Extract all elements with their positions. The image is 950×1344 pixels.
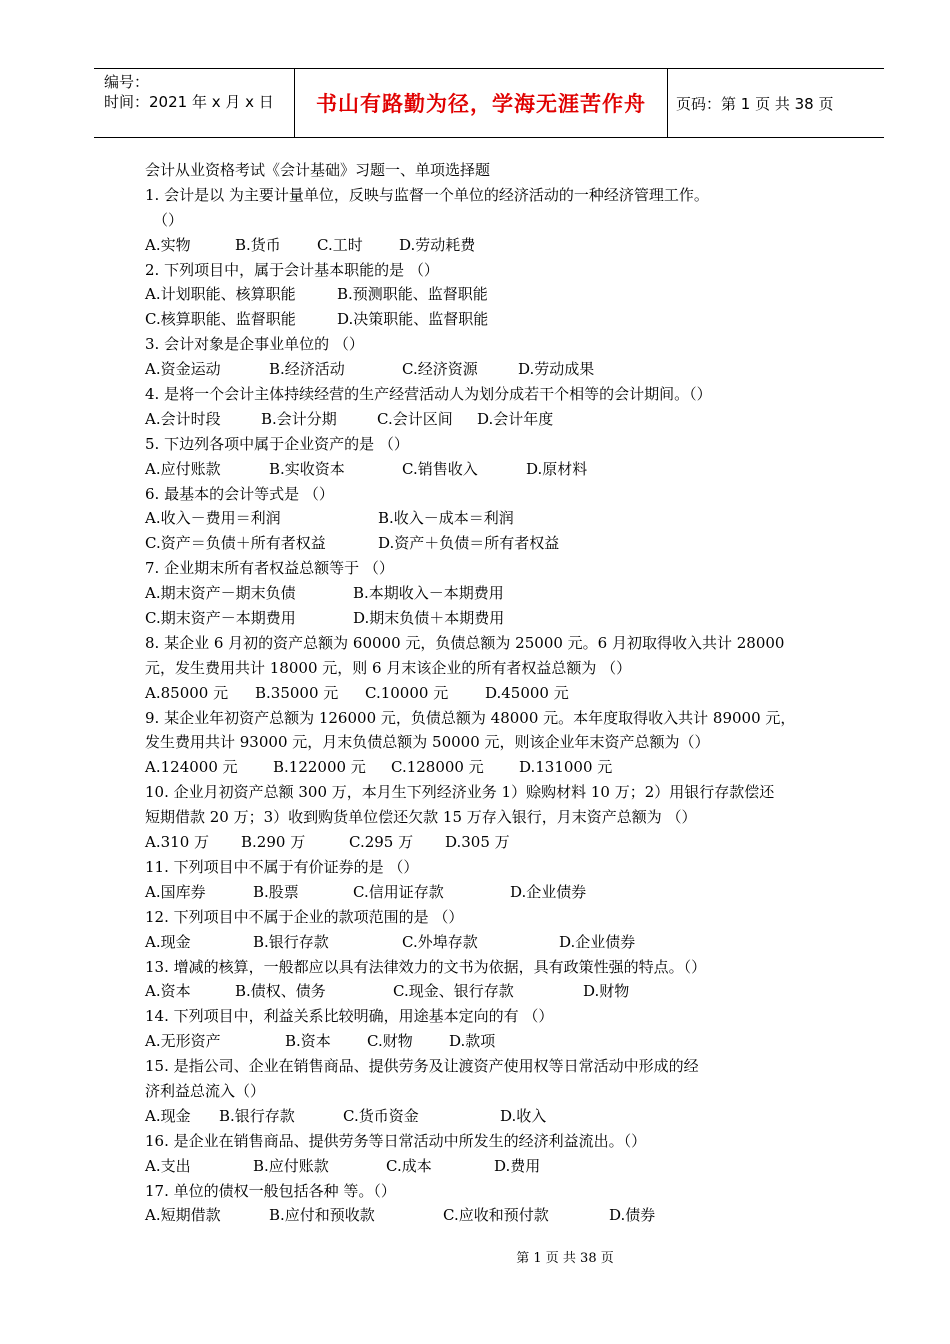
answer-options — [145, 506, 845, 531]
question-text: 发生费用共计 93000 元，月末负债总额为 50000 元，则该企业年末资产总额为（） — [145, 733, 710, 752]
answer-option: D.企业债券 — [510, 882, 587, 901]
answer-option: B.货币 — [235, 235, 281, 254]
answer-option: B.122000 元 — [273, 758, 366, 777]
answer-options — [145, 1029, 845, 1054]
question-text: 16. 是企业在销售商品、提供劳务等日常活动中所发生的经济利益流出。（） — [145, 1131, 647, 1150]
answer-option: C.外埠存款 — [402, 932, 478, 951]
answer-option: B.股票 — [253, 882, 299, 901]
header-page-info: 页码：第 1 页 共 38 页 — [676, 95, 834, 113]
answer-option: C.会计区间 — [377, 409, 453, 428]
question-text: 1. 会计是以 为主要计量单位，反映与监督一个单位的经济活动的一种经济管理工作。 — [145, 185, 709, 204]
answer-option: B.应付账款 — [253, 1156, 329, 1175]
page-footer — [0, 1247, 950, 1266]
answer-option: C.销售收入 — [402, 459, 478, 478]
answer-options — [145, 457, 845, 482]
answer-option: C.货币资金 — [343, 1106, 419, 1125]
answer-option: B.应付和预收款 — [269, 1206, 375, 1225]
question-text: 14. 下列项目中，利益关系比较明确，用途基本定向的有 （） — [145, 1007, 554, 1026]
answer-option: A.124000 元 — [145, 758, 238, 777]
answer-options — [145, 979, 845, 1004]
answer-option: D.资产＋负债＝所有者权益 — [378, 534, 560, 553]
answer-option: D.企业债券 — [559, 932, 636, 951]
answer-options — [145, 681, 845, 706]
answer-options — [145, 1104, 845, 1129]
header-divider — [667, 69, 668, 137]
answer-option: D.劳动成果 — [518, 360, 595, 379]
header-motto: 书山有路勤为径，学海无涯苦作舟 — [316, 91, 646, 116]
answer-option: B.银行存款 — [219, 1106, 295, 1125]
answer-option: A.实物 — [145, 235, 191, 254]
answer-option: A.短期借款 — [145, 1206, 221, 1225]
answer-option: A.国库券 — [145, 882, 206, 901]
answer-option: B.经济活动 — [269, 360, 345, 379]
question-text: 5. 下边列各项中属于企业资产的是 （） — [145, 434, 409, 453]
answer-option: A.期末资产－期末负债 — [145, 584, 296, 603]
answer-option: B.实收资本 — [269, 459, 345, 478]
answer-options — [145, 407, 845, 432]
answer-option: A.无形资产 — [145, 1032, 221, 1051]
answer-option: D.劳动耗费 — [399, 235, 476, 254]
answer-option: C.应收和预付款 — [443, 1206, 549, 1225]
question-text: 6. 最基本的会计等式是 （） — [145, 484, 334, 503]
answer-option: A.现金 — [145, 932, 191, 951]
question-text: 2. 下列项目中，属于会计基本职能的是 （） — [145, 260, 439, 279]
answer-options — [145, 282, 845, 307]
answer-option: A.收入－费用＝利润 — [145, 509, 281, 528]
answer-option: A.计划职能、核算职能 — [145, 285, 296, 304]
answer-options — [145, 1154, 845, 1179]
answer-options — [145, 581, 845, 606]
answer-option: B.会计分期 — [261, 409, 337, 428]
answer-options — [145, 930, 845, 955]
answer-option: B.预测职能、监督职能 — [337, 285, 488, 304]
answer-option: C.成本 — [386, 1156, 432, 1175]
answer-option: D.45000 元 — [485, 683, 569, 702]
question-text: 15. 是指公司、企业在销售商品、提供劳务及让渡资产使用权等日常活动中形成的经 — [145, 1057, 699, 1076]
question-text: 9. 某企业年初资产总额为 126000 元，负债总额为 48000 元。本年度取得收入共计 89000 元， — [145, 708, 796, 727]
question-text: 8. 某企业 6 月初的资产总额为 60000 元，负债总额为 25000 元。6 月初取得收入共计 28000 — [145, 633, 785, 652]
page-header — [94, 68, 884, 138]
answer-option: D.原材料 — [526, 459, 588, 478]
answer-options — [145, 233, 845, 258]
answer-option: C.财物 — [367, 1032, 413, 1051]
answer-option: C.现金、银行存款 — [393, 982, 514, 1001]
answer-option: D.305 万 — [445, 833, 510, 852]
question-text: 7. 企业期末所有者权益总额等于 （） — [145, 559, 394, 578]
answer-options — [145, 606, 845, 631]
question-text: 元，发生费用共计 18000 元，则 6 月末该企业的所有者权益总额为 （） — [145, 658, 632, 677]
answer-option: C.资产＝负债＋所有者权益 — [145, 534, 326, 553]
question-text: （） — [153, 210, 184, 229]
answer-option: A.支出 — [145, 1156, 191, 1175]
answer-option: D.收入 — [500, 1106, 547, 1125]
answer-option: D.期末负债＋本期费用 — [353, 609, 505, 628]
answer-option: A.资金运动 — [145, 360, 221, 379]
answer-option: B.收入－成本＝利润 — [378, 509, 514, 528]
answer-option: B.本期收入－本期费用 — [353, 584, 504, 603]
answer-option: A.资本 — [145, 982, 191, 1001]
question-text: 济利益总流入（） — [145, 1081, 266, 1100]
answer-option: D.决策职能、监督职能 — [337, 310, 489, 329]
answer-option: D.会计年度 — [477, 409, 554, 428]
question-text: 3. 会计对象是企事业单位的 （） — [145, 335, 364, 354]
answer-options — [145, 307, 845, 332]
document-number-label: 编号： — [104, 73, 150, 91]
answer-option: C.期末资产－本期费用 — [145, 609, 296, 628]
answer-option: B.债权、债务 — [235, 982, 326, 1001]
section-title: 会计从业资格考试《会计基础》习题一、单项选择题 — [145, 161, 491, 179]
answer-option: C.10000 元 — [365, 683, 449, 702]
answer-option: B.35000 元 — [255, 683, 339, 702]
answer-option: D.费用 — [494, 1156, 541, 1175]
answer-option: D.款项 — [449, 1032, 496, 1051]
answer-option: A.应付账款 — [145, 459, 221, 478]
answer-option: D.债券 — [609, 1206, 656, 1225]
answer-options — [145, 1203, 845, 1228]
question-text: 12. 下列项目中不属于企业的款项范围的是 （） — [145, 907, 464, 926]
answer-options — [145, 830, 845, 855]
answer-option: C.工时 — [317, 235, 363, 254]
footer-page-number: 第 1 页 共 38 页 — [516, 1251, 614, 1266]
answer-option: B.290 万 — [241, 833, 306, 852]
answer-options — [145, 880, 845, 905]
answer-option: B.资本 — [285, 1032, 331, 1051]
question-text: 短期借款 20 万；3）收到购货单位偿还欠款 15 万存入银行，月末资产总额为 （） — [145, 808, 697, 827]
answer-option: A.会计时段 — [145, 409, 221, 428]
question-text: 11. 下列项目中不属于有价证券的是 （） — [145, 857, 419, 876]
answer-option: C.295 万 — [349, 833, 414, 852]
header-meta — [94, 69, 294, 137]
question-text: 17. 单位的债权一般包括各种 等。（） — [145, 1181, 396, 1200]
answer-option: C.128000 元 — [391, 758, 484, 777]
answer-option: C.信用证存款 — [353, 882, 444, 901]
answer-options — [145, 755, 845, 780]
answer-option: C.经济资源 — [402, 360, 478, 379]
question-text: 4. 是将一个会计主体持续经营的生产经营活动人为划分成若干个相等的会计期间。（） — [145, 385, 712, 404]
answer-option: A.85000 元 — [145, 683, 229, 702]
answer-option: A.310 万 — [145, 833, 209, 852]
document-time-label: 时间：2021 年 x 月 x 日 — [104, 93, 274, 111]
answer-option: A.现金 — [145, 1106, 191, 1125]
answer-option: B.银行存款 — [253, 932, 329, 951]
answer-option: C.核算职能、监督职能 — [145, 310, 296, 329]
question-text: 10. 企业月初资产总额 300 万，本月生下列经济业务 1）赊购材料 10 万；2）用银行存款偿还 — [145, 783, 775, 802]
question-text: 13. 增减的核算，一般都应以具有法律效力的文书为依据，具有政策性强的特点。（） — [145, 957, 707, 976]
answer-option: D.131000 元 — [519, 758, 613, 777]
answer-option: D.财物 — [583, 982, 630, 1001]
answer-options — [145, 357, 845, 382]
answer-options — [145, 531, 845, 556]
question-list — [145, 158, 845, 1228]
